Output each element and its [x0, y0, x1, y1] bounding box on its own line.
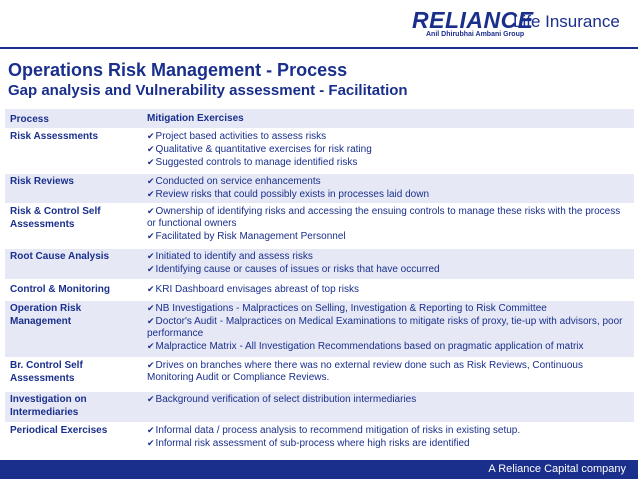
checkmark-icon: ✔: [147, 189, 155, 199]
list-item: ✔KRI Dashboard envisages abreast of top risks: [147, 284, 359, 295]
row-items: [145, 174, 634, 201]
table-row: [5, 300, 634, 357]
checkmark-icon: ✔: [147, 176, 155, 186]
table-row: [5, 357, 634, 391]
footer-bar: [0, 460, 638, 479]
list-item: ✔Initiated to identify and assess risks: [147, 251, 313, 262]
row-process: Risk Assessments: [10, 131, 99, 142]
checkmark-icon: ✔: [147, 206, 155, 216]
row-items: [145, 204, 634, 243]
logo-group: Anil Dhirubhai Ambani Group: [426, 31, 525, 38]
table-row: [5, 279, 634, 300]
table-row: [5, 203, 634, 248]
row-process: Br. Control Self Assessments: [10, 360, 83, 384]
checkmark-icon: ✔: [147, 425, 155, 435]
row-process: Risk Reviews: [10, 176, 74, 187]
table-row: [5, 248, 634, 279]
checkmark-icon: ✔: [147, 144, 155, 154]
reliance-logo: [412, 7, 634, 43]
list-item: ✔Informal data / process analysis to recommend mitigation of risks in existing setup.: [147, 425, 521, 436]
header-process: Process: [10, 114, 49, 125]
checkmark-icon: ✔: [147, 157, 155, 167]
checkmark-icon: ✔: [147, 264, 155, 274]
row-items: [145, 358, 634, 384]
checkmark-icon: ✔: [147, 284, 155, 294]
list-item: ✔Conducted on service enhancements: [147, 176, 321, 187]
checkmark-icon: ✔: [147, 438, 155, 448]
row-process: Control & Monitoring: [10, 284, 110, 295]
header-mitigation: Mitigation Exercises: [147, 113, 244, 124]
logo-brand: RELIANCE: [412, 7, 534, 33]
table-header-row: [5, 108, 634, 128]
logo-suffix: Life Insurance: [513, 12, 620, 31]
page-title: Operations Risk Management - Process: [8, 60, 348, 80]
row-items: [145, 129, 634, 169]
list-item: ✔Project based activities to assess risks: [147, 131, 327, 142]
row-items: [145, 280, 634, 296]
row-items: [145, 249, 634, 276]
checkmark-icon: ✔: [147, 131, 155, 141]
checkmark-icon: ✔: [147, 231, 155, 241]
list-item: ✔NB Investigations - Malpractices on Selling, Investigation & Reporting to Risk Committee: [147, 303, 547, 314]
row-items: [145, 392, 634, 406]
checkmark-icon: ✔: [147, 360, 155, 370]
list-item: ✔Facilitated by Risk Management Personnel: [147, 231, 346, 242]
list-item: ✔Review risks that could possibly exists in processes laid down: [147, 189, 429, 200]
checkmark-icon: ✔: [147, 303, 155, 313]
checkmark-icon: ✔: [147, 394, 155, 404]
row-items: [145, 301, 634, 353]
list-item: ✔Qualitative & quantitative exercises for risk rating: [147, 144, 372, 155]
header-divider: [0, 47, 638, 49]
row-process: Operation Risk Management: [10, 303, 82, 327]
checkmark-icon: ✔: [147, 251, 155, 261]
list-item: ✔Background verification of select distribution intermediaries: [147, 394, 417, 405]
list-item: ✔Malpractice Matrix - All Investigation Recommendations based on pragmatic application of matrix: [147, 341, 584, 352]
checkmark-icon: ✔: [147, 341, 155, 351]
page-subtitle: Gap analysis and Vulnerability assessment - Facilitation: [8, 82, 408, 99]
list-item: ✔Doctor's Audit - Malpractices on Medical Examinations to mitigate risks of proxy, tie-up with advisors, poor performance: [147, 316, 623, 339]
list-item: ✔Identifying cause or causes of issues or risks that have occurred: [147, 264, 440, 275]
table-row: [5, 391, 634, 422]
row-process: Investigation on Intermediaries: [10, 394, 87, 418]
table-row: [5, 422, 634, 450]
checkmark-icon: ✔: [147, 316, 155, 326]
list-item: ✔Ownership of identifying risks and accessing the ensuing controls to manage these risks with the process or functional owners: [147, 206, 621, 229]
table-row: [5, 173, 634, 203]
footer-text: A Reliance Capital company: [488, 463, 626, 475]
row-process: Periodical Exercises: [10, 425, 108, 436]
list-item: ✔Informal risk assessment of sub-process where high risks are identified: [147, 438, 470, 449]
list-item: ✔Suggested controls to manage identified risks: [147, 157, 358, 168]
row-process: Risk & Control Self Assessments: [10, 206, 101, 230]
process-table: [5, 108, 634, 450]
list-item: ✔Drives on branches where there was no external review done such as Risk Reviews, Continuous Monitoring Audit or Compliance Reviews.: [147, 360, 583, 383]
table-row: [5, 128, 634, 173]
row-items: [145, 423, 634, 450]
row-process: Root Cause Analysis: [10, 251, 110, 262]
